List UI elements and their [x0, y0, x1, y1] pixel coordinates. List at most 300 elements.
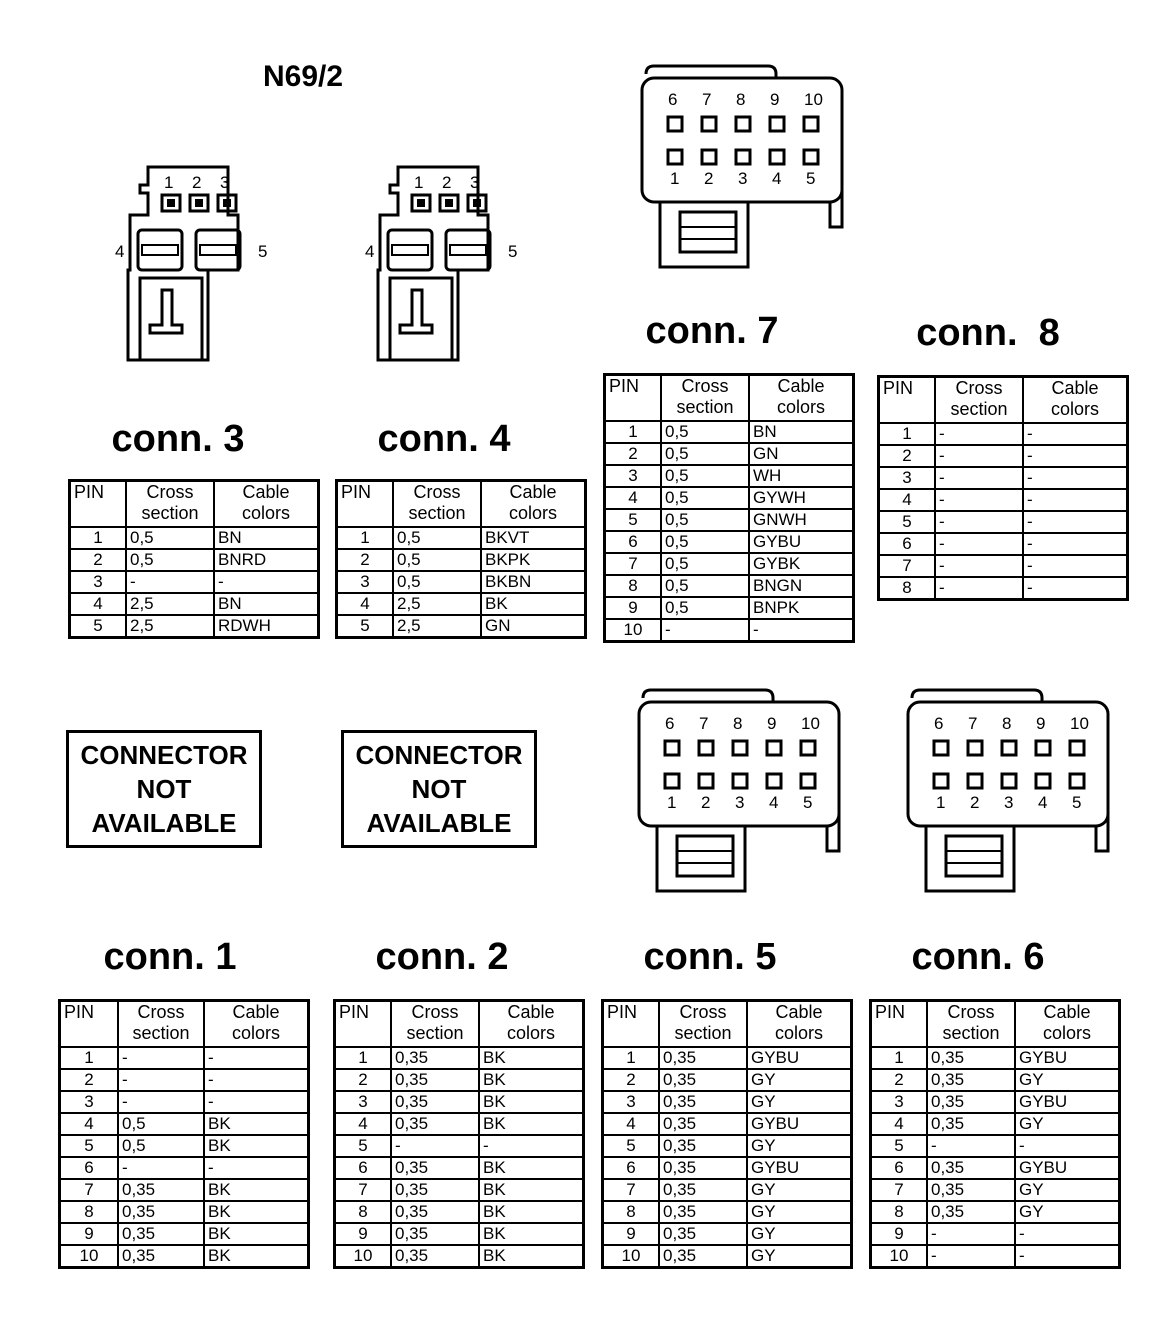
- cross-section-cell: 2,5: [126, 593, 214, 615]
- table-row: [879, 423, 1128, 445]
- cross-section-cell: 0,35: [118, 1223, 204, 1245]
- latch-tab: [400, 290, 432, 333]
- pin-label: 1: [936, 793, 946, 812]
- pin-socket-core: [473, 199, 481, 207]
- cross-section-cell: 0,5: [661, 421, 749, 443]
- pin-number-cell: 8: [879, 577, 936, 600]
- pin-number-cell: 4: [871, 1113, 928, 1135]
- pin-number-cell: 7: [879, 555, 936, 577]
- cable-color-cell: -: [1015, 1135, 1120, 1157]
- pin-header: PIN: [605, 375, 662, 422]
- cross-section-cell: -: [927, 1223, 1015, 1245]
- pin-label: 8: [736, 90, 746, 109]
- pin-number-cell: 2: [70, 549, 127, 571]
- pin-number-cell: 8: [605, 575, 662, 597]
- cable-color-cell: BK: [204, 1135, 309, 1157]
- pin-number-cell: 8: [871, 1201, 928, 1223]
- pin-number-cell: 9: [603, 1223, 660, 1245]
- cable-color-cell: BK: [479, 1223, 584, 1245]
- power-socket-right-slot: [450, 245, 486, 255]
- pin-header: PIN: [60, 1001, 119, 1048]
- pin-label: 5: [508, 242, 518, 261]
- cable-color-cell: BK: [479, 1201, 584, 1223]
- conn-7-table: [603, 373, 855, 643]
- cross-section-cell: 0,35: [927, 1157, 1015, 1179]
- table-row: [871, 1179, 1120, 1201]
- cable-color-cell: GN: [749, 443, 854, 465]
- cable-color-cell: GY: [747, 1223, 852, 1245]
- conn-6-title: conn. 6: [911, 936, 1045, 978]
- pin-number-cell: 6: [603, 1157, 660, 1179]
- cable-color-cell: BK: [204, 1113, 309, 1135]
- cross-section-cell: -: [935, 533, 1023, 555]
- cross-section-cell: 0,35: [927, 1091, 1015, 1113]
- cable-color-cell: GY: [1015, 1113, 1120, 1135]
- pin-header: PIN: [335, 1001, 392, 1048]
- cable-color-cell: -: [1023, 445, 1128, 467]
- cross-section-cell: 0,35: [927, 1113, 1015, 1135]
- cable-color-cell: BK: [481, 593, 586, 615]
- pin-label: 4: [365, 242, 375, 261]
- power-socket-left-slot: [142, 245, 178, 255]
- cross-section-cell: 0,35: [391, 1047, 479, 1069]
- table-row: [879, 533, 1128, 555]
- cable-color-cell: GYBU: [1015, 1091, 1120, 1113]
- cross-section-cell: 0,35: [659, 1157, 747, 1179]
- cross-section-cell: 0,5: [118, 1135, 204, 1157]
- pin-number-cell: 2: [60, 1069, 119, 1091]
- pin-label: 2: [701, 793, 711, 812]
- table-row: [335, 1069, 584, 1091]
- pin-label: 9: [1036, 714, 1046, 733]
- cross-section-cell: 0,35: [659, 1179, 747, 1201]
- cross-section-cell: -: [935, 423, 1023, 445]
- table-row: [871, 1091, 1120, 1113]
- cable-color-cell: BN: [214, 593, 319, 615]
- cross-section-cell: 0,35: [927, 1179, 1015, 1201]
- cable-color-cell: GYBU: [1015, 1157, 1120, 1179]
- table-row: [605, 487, 854, 509]
- cross-section-cell: 0,35: [391, 1157, 479, 1179]
- table-row: [605, 619, 854, 642]
- cross-section-cell: 0,35: [659, 1069, 747, 1091]
- cable-color-cell: GYWH: [749, 487, 854, 509]
- table-row: [60, 1091, 309, 1113]
- table-row: [335, 1201, 584, 1223]
- connector-2-not-available: [341, 730, 537, 848]
- cable-color-cell: RDWH: [214, 615, 319, 638]
- pin-number-cell: 8: [60, 1201, 119, 1223]
- cross-section-header: Cross section: [927, 1001, 1015, 1048]
- cable-color-cell: -: [1023, 423, 1128, 445]
- pin-number-cell: 4: [60, 1113, 119, 1135]
- cable-color-cell: -: [1015, 1223, 1120, 1245]
- table-row: [335, 1113, 584, 1135]
- cross-section-cell: -: [935, 555, 1023, 577]
- cable-colors-header: Cable colors: [214, 481, 319, 528]
- pin-label: 1: [414, 173, 424, 192]
- cross-section-cell: -: [935, 467, 1023, 489]
- cross-section-header: Cross section: [935, 377, 1023, 424]
- table-row: [879, 511, 1128, 533]
- connector-rear-shell: [646, 66, 776, 78]
- conn-8-title: conn. 8: [916, 312, 1060, 354]
- pin-socket-core: [195, 199, 203, 207]
- pin-number-cell: 1: [60, 1047, 119, 1069]
- table-row: [605, 509, 854, 531]
- cross-section-cell: 0,35: [391, 1113, 479, 1135]
- pin-number-cell: 5: [603, 1135, 660, 1157]
- cross-section-cell: 0,35: [659, 1135, 747, 1157]
- cable-color-cell: -: [214, 571, 319, 593]
- latch-tab: [150, 290, 182, 333]
- na-line-3: AVAILABLE: [91, 808, 237, 838]
- table-row: [337, 527, 586, 549]
- table-row: [879, 577, 1128, 600]
- table-row: [603, 1157, 852, 1179]
- pin-number-cell: 6: [879, 533, 936, 555]
- cross-section-cell: -: [118, 1047, 204, 1069]
- pin-number-cell: 5: [335, 1135, 392, 1157]
- cross-section-cell: 0,35: [391, 1179, 479, 1201]
- pin-number-cell: 10: [335, 1245, 392, 1268]
- cross-section-cell: 0,35: [927, 1201, 1015, 1223]
- pin-label: 6: [934, 714, 944, 733]
- table-row: [337, 549, 586, 571]
- cable-color-cell: BK: [479, 1113, 584, 1135]
- pin-number-cell: 2: [605, 443, 662, 465]
- table-row: [335, 1091, 584, 1113]
- table-row: [335, 1245, 584, 1268]
- table-row: [603, 1047, 852, 1069]
- cross-section-cell: 0,5: [126, 527, 214, 549]
- pin-number-cell: 10: [603, 1245, 660, 1268]
- pin-number-cell: 1: [603, 1047, 660, 1069]
- cable-color-cell: GYBU: [747, 1047, 852, 1069]
- cable-colors-header: Cable colors: [481, 481, 586, 528]
- cable-color-cell: BK: [479, 1179, 584, 1201]
- pin-header: PIN: [871, 1001, 928, 1048]
- table-row: [605, 553, 854, 575]
- pin-number-cell: 3: [871, 1091, 928, 1113]
- pin-label: 5: [1072, 793, 1082, 812]
- cable-color-cell: GY: [747, 1091, 852, 1113]
- conn-5-title: conn. 5: [643, 936, 777, 978]
- table-row: [603, 1179, 852, 1201]
- cable-color-cell: -: [204, 1157, 309, 1179]
- table-row: [603, 1245, 852, 1268]
- pin-label: 7: [699, 714, 709, 733]
- pin-label: 1: [667, 793, 677, 812]
- pin-label: 5: [803, 793, 813, 812]
- conn-6-table: [869, 999, 1121, 1269]
- na-line-3: AVAILABLE: [366, 808, 512, 838]
- pin-number-cell: 5: [70, 615, 127, 638]
- pin-socket-core: [445, 199, 453, 207]
- cable-color-cell: -: [204, 1047, 309, 1069]
- cross-section-cell: -: [927, 1135, 1015, 1157]
- cross-section-cell: 0,35: [659, 1047, 747, 1069]
- conn-4-title: conn. 4: [377, 418, 511, 460]
- conn-8-table: [877, 375, 1129, 601]
- pin-label: 1: [164, 173, 174, 192]
- cross-section-header: Cross section: [659, 1001, 747, 1048]
- cross-section-cell: 0,5: [661, 597, 749, 619]
- pin-number-cell: 6: [605, 531, 662, 553]
- cross-section-cell: -: [935, 577, 1023, 600]
- table-row: [603, 1069, 852, 1091]
- table-row: [605, 575, 854, 597]
- cable-color-cell: GY: [747, 1135, 852, 1157]
- cross-section-cell: 0,5: [661, 443, 749, 465]
- pin-number-cell: 4: [603, 1113, 660, 1135]
- cable-color-cell: BNPK: [749, 597, 854, 619]
- cable-color-cell: GY: [1015, 1069, 1120, 1091]
- cable-color-cell: WH: [749, 465, 854, 487]
- table-row: [879, 555, 1128, 577]
- table-row: [337, 615, 586, 638]
- cable-color-cell: GY: [1015, 1179, 1120, 1201]
- pin-number-cell: 4: [337, 593, 394, 615]
- pin-number-cell: 1: [70, 527, 127, 549]
- power-socket-left-slot: [392, 245, 428, 255]
- table-row: [603, 1091, 852, 1113]
- pin-number-cell: 5: [879, 511, 936, 533]
- table-row: [603, 1223, 852, 1245]
- pin-number-cell: 2: [335, 1069, 392, 1091]
- table-row: [60, 1157, 309, 1179]
- pin-socket-core: [417, 199, 425, 207]
- pin-number-cell: 2: [337, 549, 394, 571]
- cable-color-cell: BKVT: [481, 527, 586, 549]
- cross-section-cell: 0,5: [661, 509, 749, 531]
- pin-number-cell: 7: [60, 1179, 119, 1201]
- pin-number-cell: 7: [603, 1179, 660, 1201]
- pin-number-cell: 1: [337, 527, 394, 549]
- cross-section-header: Cross section: [126, 481, 214, 528]
- pin-number-cell: 8: [335, 1201, 392, 1223]
- cross-section-cell: 0,5: [118, 1113, 204, 1135]
- pin-number-cell: 2: [879, 445, 936, 467]
- pin-number-cell: 3: [60, 1091, 119, 1113]
- part-label: N69/2: [263, 60, 344, 93]
- table-row: [335, 1157, 584, 1179]
- table-row: [60, 1047, 309, 1069]
- pin-header: PIN: [70, 481, 127, 528]
- cable-color-cell: -: [1023, 555, 1128, 577]
- cable-color-cell: -: [1023, 533, 1128, 555]
- cable-color-cell: BKBN: [481, 571, 586, 593]
- pin-label: 7: [968, 714, 978, 733]
- table-row: [70, 549, 319, 571]
- table-row: [871, 1069, 1120, 1091]
- cross-section-cell: 0,35: [391, 1069, 479, 1091]
- pin-label: 4: [115, 242, 125, 261]
- cable-color-cell: GYBU: [747, 1157, 852, 1179]
- pin-header: PIN: [337, 481, 394, 528]
- pin-label: 6: [665, 714, 675, 733]
- pin-label: 3: [738, 169, 748, 188]
- power-socket-right: [446, 230, 490, 270]
- pin-label: 9: [767, 714, 777, 733]
- cross-section-cell: 0,5: [661, 575, 749, 597]
- pin-number-cell: 10: [60, 1245, 119, 1268]
- pin-number-cell: 6: [60, 1157, 119, 1179]
- cable-colors-header: Cable colors: [479, 1001, 584, 1048]
- table-row: [871, 1245, 1120, 1268]
- conn-2-table: [333, 999, 585, 1269]
- pin-number-cell: 5: [337, 615, 394, 638]
- cable-color-cell: BN: [749, 421, 854, 443]
- na-line-1: CONNECTOR: [80, 740, 248, 770]
- cable-color-cell: BK: [479, 1047, 584, 1069]
- cross-section-cell: 0,35: [659, 1201, 747, 1223]
- cable-color-cell: BN: [214, 527, 319, 549]
- pin-number-cell: 9: [871, 1223, 928, 1245]
- cable-color-cell: GYBU: [747, 1113, 852, 1135]
- table-row: [60, 1245, 309, 1268]
- table-row: [60, 1113, 309, 1135]
- pin-label: 3: [470, 173, 480, 192]
- table-row: [879, 489, 1128, 511]
- cable-colors-header: Cable colors: [749, 375, 854, 422]
- cable-color-cell: -: [1015, 1245, 1120, 1268]
- table-row: [605, 443, 854, 465]
- cross-section-cell: -: [118, 1091, 204, 1113]
- pin-label: 8: [733, 714, 743, 733]
- cross-section-cell: 0,5: [661, 487, 749, 509]
- table-row: [871, 1223, 1120, 1245]
- pin-number-cell: 3: [70, 571, 127, 593]
- cross-section-cell: -: [391, 1135, 479, 1157]
- cross-section-cell: 0,35: [927, 1069, 1015, 1091]
- cable-color-cell: -: [204, 1091, 309, 1113]
- pin-number-cell: 3: [335, 1091, 392, 1113]
- power-socket-right: [196, 230, 240, 270]
- cable-color-cell: GYBU: [749, 531, 854, 553]
- table-row: [70, 527, 319, 549]
- pin-number-cell: 4: [879, 489, 936, 511]
- cable-colors-header: Cable colors: [204, 1001, 309, 1048]
- pin-number-cell: 10: [871, 1245, 928, 1268]
- table-row: [335, 1179, 584, 1201]
- cross-section-cell: -: [935, 489, 1023, 511]
- cable-colors-header: Cable colors: [1023, 377, 1128, 424]
- pin-label: 2: [704, 169, 714, 188]
- cross-section-cell: 0,35: [659, 1113, 747, 1135]
- pin-header: PIN: [879, 377, 936, 424]
- cross-section-cell: 0,5: [661, 531, 749, 553]
- cross-section-cell: -: [935, 511, 1023, 533]
- pin-label: 3: [220, 173, 230, 192]
- table-row: [603, 1135, 852, 1157]
- connector-rear-shell: [912, 690, 1042, 702]
- conn-1-title: conn. 1: [103, 936, 237, 978]
- pin-number-cell: 4: [70, 593, 127, 615]
- pin-label: 4: [772, 169, 782, 188]
- na-line-1: CONNECTOR: [355, 740, 523, 770]
- pin-number-cell: 8: [603, 1201, 660, 1223]
- pin-number-cell: 7: [335, 1179, 392, 1201]
- pin-label: 10: [1070, 714, 1089, 733]
- cross-section-cell: 0,5: [126, 549, 214, 571]
- pin-number-cell: 1: [879, 423, 936, 445]
- pin-number-cell: 5: [60, 1135, 119, 1157]
- pin-label: 8: [1002, 714, 1012, 733]
- cross-section-cell: 0,5: [661, 553, 749, 575]
- cross-section-cell: 2,5: [393, 615, 481, 638]
- conn-1-table: [58, 999, 310, 1269]
- pin-label: 7: [702, 90, 712, 109]
- connector-6-drawing: [906, 686, 1116, 896]
- cable-color-cell: BK: [479, 1245, 584, 1268]
- cross-section-cell: 0,35: [118, 1179, 204, 1201]
- cable-color-cell: GY: [747, 1201, 852, 1223]
- table-row: [337, 593, 586, 615]
- table-row: [871, 1113, 1120, 1135]
- pin-label: 5: [806, 169, 816, 188]
- cable-color-cell: GY: [1015, 1201, 1120, 1223]
- pin-label: 1: [670, 169, 680, 188]
- cross-section-cell: 0,5: [393, 571, 481, 593]
- connector-rear-shell: [643, 690, 773, 702]
- pin-label: 4: [769, 793, 779, 812]
- table-row: [70, 571, 319, 593]
- pin-label: 10: [801, 714, 820, 733]
- cable-color-cell: BNRD: [214, 549, 319, 571]
- power-socket-left: [138, 230, 182, 270]
- cross-section-cell: -: [661, 619, 749, 642]
- cable-color-cell: BK: [479, 1157, 584, 1179]
- conn-5-table: [601, 999, 853, 1269]
- cable-color-cell: GN: [481, 615, 586, 638]
- connector-5-drawing: [637, 686, 847, 896]
- pin-number-cell: 3: [605, 465, 662, 487]
- cross-section-header: Cross section: [118, 1001, 204, 1048]
- cable-color-cell: GY: [747, 1245, 852, 1268]
- cross-section-cell: 0,5: [661, 465, 749, 487]
- pin-number-cell: 6: [335, 1157, 392, 1179]
- cable-color-cell: BNGN: [749, 575, 854, 597]
- table-row: [337, 571, 586, 593]
- pin-socket-core: [223, 199, 231, 207]
- conn-3-title: conn. 3: [111, 418, 245, 460]
- cable-color-cell: -: [204, 1069, 309, 1091]
- cross-section-cell: 0,35: [659, 1245, 747, 1268]
- pin-label: 9: [770, 90, 780, 109]
- cable-color-cell: BK: [479, 1091, 584, 1113]
- cable-color-cell: BK: [204, 1223, 309, 1245]
- table-row: [603, 1201, 852, 1223]
- cable-color-cell: -: [1023, 511, 1128, 533]
- conn-2-title: conn. 2: [375, 936, 509, 978]
- pin-label: 2: [970, 793, 980, 812]
- pin-number-cell: 9: [335, 1223, 392, 1245]
- pin-number-cell: 1: [871, 1047, 928, 1069]
- table-row: [871, 1135, 1120, 1157]
- table-row: [605, 531, 854, 553]
- pin-number-cell: 1: [605, 421, 662, 443]
- table-row: [605, 465, 854, 487]
- pin-number-cell: 2: [871, 1069, 928, 1091]
- pin-label: 5: [258, 242, 268, 261]
- pin-label: 2: [192, 173, 202, 192]
- pin-number-cell: 1: [335, 1047, 392, 1069]
- connector-7-drawing: [640, 62, 850, 272]
- cable-color-cell: GYBK: [749, 553, 854, 575]
- conn-4-table: [335, 479, 587, 639]
- cross-section-cell: -: [118, 1157, 204, 1179]
